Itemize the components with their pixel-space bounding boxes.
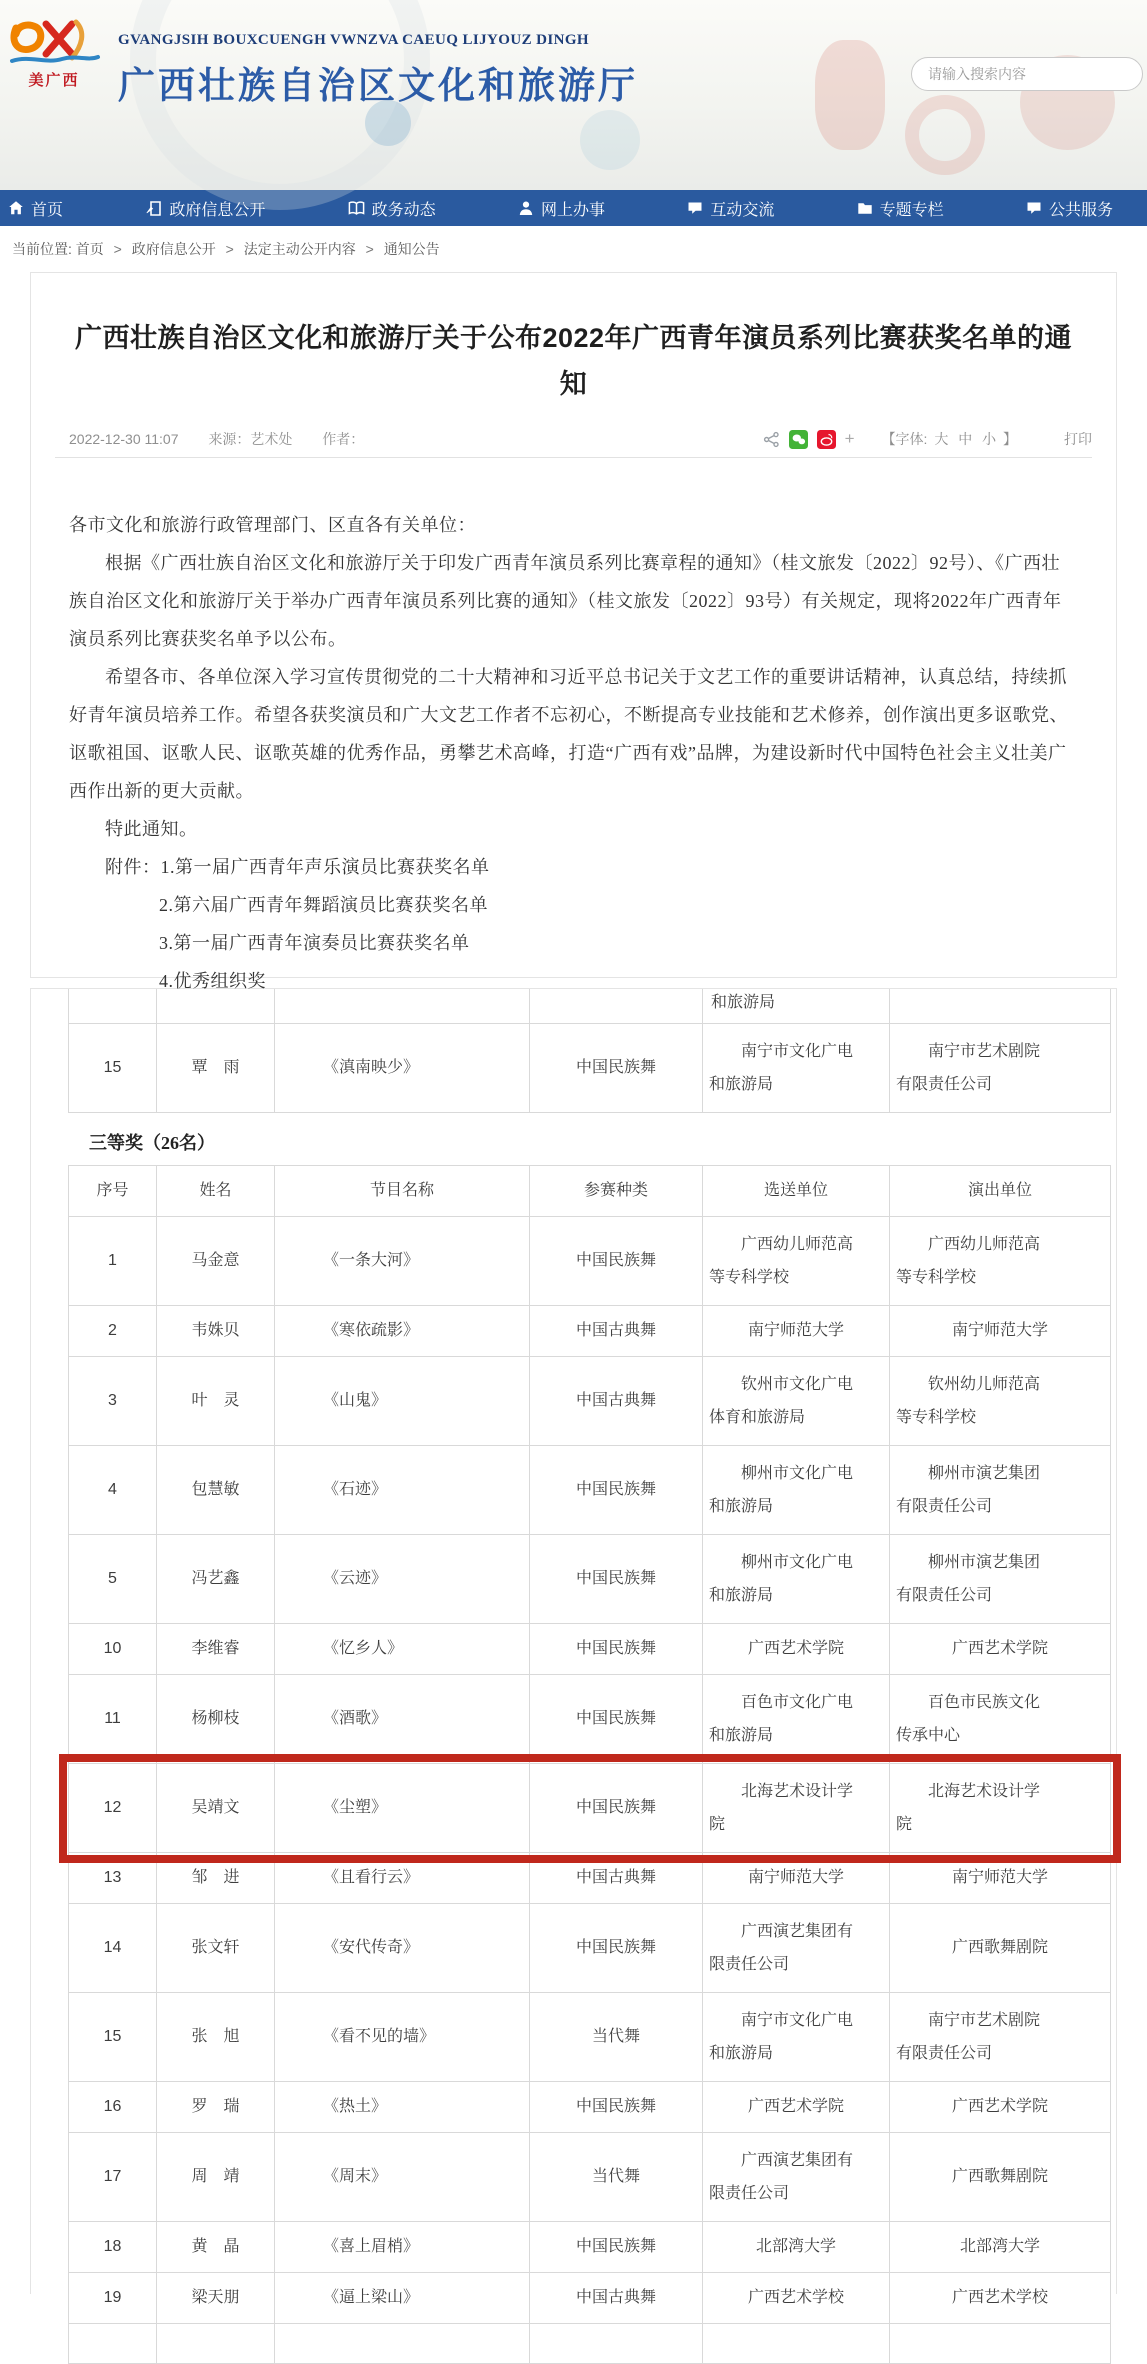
cell-program: 《酒歌》 bbox=[275, 1675, 530, 1764]
article-body bbox=[31, 506, 1116, 1000]
publish-date: 2022-12-30 11:07 bbox=[69, 431, 179, 447]
source-label: 来源：艺术处 bbox=[208, 431, 293, 447]
cell-program: 《山鬼》 bbox=[275, 1357, 530, 1446]
cell-sender: 南宁市文化广电 和旅游局 bbox=[703, 1024, 890, 1113]
cell-category: 中国民族舞 bbox=[530, 1675, 703, 1764]
red-ring-watermark bbox=[905, 95, 985, 175]
cell-no: 12 bbox=[69, 1764, 157, 1853]
paragraph: 各市文化和旅游行政管理部门、区直各有关单位： bbox=[69, 515, 476, 535]
cell-program: 《热土》 bbox=[275, 2082, 530, 2133]
table-row bbox=[69, 2324, 1111, 2364]
cell-performer: 广西艺术学校 bbox=[890, 2273, 1111, 2324]
cell-performer: 北部湾大学 bbox=[890, 2222, 1111, 2273]
cell-performer: 钦州幼儿师范高 等专科学校 bbox=[890, 1357, 1111, 1446]
cell-program: 《尘塑》 bbox=[275, 1764, 530, 1853]
article-title: 广西壮族自治区文化和旅游厅关于公布2022年广西青年演员系列比赛获奖名单的通知 bbox=[74, 323, 1073, 399]
nav-item-special-topics[interactable]: 专题专栏 bbox=[857, 197, 944, 220]
table-row bbox=[69, 1306, 1111, 1357]
cell-performer: 南宁市艺术剧院 有限责任公司 bbox=[890, 1024, 1111, 1113]
cell-name: 罗 瑞 bbox=[157, 2082, 275, 2133]
cell-performer: 南宁市艺术剧院 有限责任公司 bbox=[890, 1993, 1111, 2082]
cell-sender: 广西演艺集团有 限责任公司 bbox=[703, 2133, 890, 2222]
table-header-row bbox=[69, 1166, 1111, 1217]
open-book-icon bbox=[348, 200, 365, 217]
awards-box bbox=[30, 988, 1117, 2306]
cell-category: 中国古典舞 bbox=[530, 1853, 703, 1904]
attachment-item: 2.第六届广西青年舞蹈演员比赛获奖名单 bbox=[159, 895, 488, 915]
cell-performer bbox=[890, 989, 1111, 1024]
attachments-line bbox=[69, 848, 1078, 886]
cell-performer: 南宁师范大学 bbox=[890, 1853, 1111, 1904]
column-header: 参赛种类 bbox=[530, 1166, 703, 1217]
cell-no: 1 bbox=[69, 1217, 157, 1306]
author-label: 作者： bbox=[322, 431, 365, 447]
site-logo bbox=[4, 16, 104, 90]
nav-item-online-services[interactable]: 网上办事 bbox=[518, 197, 605, 220]
document-pen-icon bbox=[145, 200, 162, 217]
attachment-item: 4.优秀组织奖 bbox=[159, 971, 266, 991]
nav-item-interaction[interactable]: 互动交流 bbox=[687, 197, 774, 220]
cell-name: 梁天朋 bbox=[157, 2273, 275, 2324]
table-row bbox=[69, 1764, 1111, 1853]
breadcrumb-prefix: 当前位置: bbox=[12, 241, 72, 257]
cell-no: 18 bbox=[69, 2222, 157, 2273]
font-size-large[interactable]: 大 bbox=[934, 431, 949, 447]
attachment-item: 3.第一届广西青年演奏员比赛获奖名单 bbox=[159, 933, 470, 953]
cell-performer: 柳州市演艺集团 有限责任公司 bbox=[890, 1535, 1111, 1624]
site-header bbox=[0, 0, 1147, 190]
cell-performer: 广西歌舞剧院 bbox=[890, 2133, 1111, 2222]
breadcrumb-item-notices: 通知公告 bbox=[383, 241, 440, 257]
cell-sender bbox=[703, 2324, 890, 2364]
cell-no bbox=[69, 989, 157, 1024]
cell-category: 中国古典舞 bbox=[530, 2273, 703, 2324]
table-row bbox=[69, 2222, 1111, 2273]
cell-performer: 广西幼儿师范高 等专科学校 bbox=[890, 1217, 1111, 1306]
cell-name: 杨柳枝 bbox=[157, 1675, 275, 1764]
column-header: 演出单位 bbox=[890, 1166, 1111, 1217]
logo-brush-mark bbox=[6, 16, 102, 68]
column-header: 节目名称 bbox=[275, 1166, 530, 1217]
blue-dot-watermark bbox=[580, 110, 640, 170]
main-nav bbox=[0, 190, 1147, 226]
cell-program: 《滇南映少》 bbox=[275, 1024, 530, 1113]
table-row bbox=[69, 1904, 1111, 1993]
cell-program: 《一条大河》 bbox=[275, 1217, 530, 1306]
column-header: 选送单位 bbox=[703, 1166, 890, 1217]
cell-name: 马金意 bbox=[157, 1217, 275, 1306]
cell-sender: 南宁师范大学 bbox=[703, 1853, 890, 1904]
nav-item-home[interactable]: 首页 bbox=[8, 197, 63, 220]
table-row bbox=[69, 1024, 1111, 1113]
cell-sender: 钦州市文化广电 体育和旅游局 bbox=[703, 1357, 890, 1446]
cell-sender: 和旅游局 bbox=[703, 989, 890, 1024]
table-row bbox=[69, 1853, 1111, 1904]
cell-program bbox=[275, 2324, 530, 2364]
breadcrumb: 当前位置: 首页 > 政府信息公开 > 法定主动公开内容 > 通知公告 bbox=[0, 226, 1147, 272]
cell-sender: 广西艺术学院 bbox=[703, 1624, 890, 1675]
cell-no: 14 bbox=[69, 1904, 157, 1993]
table-row bbox=[69, 1624, 1111, 1675]
cell-name: 周 靖 bbox=[157, 2133, 275, 2222]
table-row bbox=[69, 1446, 1111, 1535]
table-row bbox=[69, 1217, 1111, 1306]
cell-category: 中国民族舞 bbox=[530, 1024, 703, 1113]
cell-name: 张文轩 bbox=[157, 1904, 275, 1993]
cell-sender: 柳州市文化广电 和旅游局 bbox=[703, 1446, 890, 1535]
nav-item-info-disclosure[interactable]: 政府信息公开 bbox=[145, 197, 265, 220]
cell-performer: 广西歌舞剧院 bbox=[890, 1904, 1111, 1993]
table-row bbox=[69, 1357, 1111, 1446]
cell-no: 3 bbox=[69, 1357, 157, 1446]
cell-sender: 柳州市文化广电 和旅游局 bbox=[703, 1535, 890, 1624]
cell-program: 《且看行云》 bbox=[275, 1853, 530, 1904]
cell-sender: 广西演艺集团有 限责任公司 bbox=[703, 1904, 890, 1993]
cell-category: 中国民族舞 bbox=[530, 1904, 703, 1993]
cell-no: 16 bbox=[69, 2082, 157, 2133]
cell-no: 17 bbox=[69, 2133, 157, 2222]
cell-category: 中国民族舞 bbox=[530, 2222, 703, 2273]
cell-sender: 北海艺术设计学 院 bbox=[703, 1764, 890, 1853]
cell-no: 11 bbox=[69, 1675, 157, 1764]
cell-no: 10 bbox=[69, 1624, 157, 1675]
cell-category: 中国民族舞 bbox=[530, 1764, 703, 1853]
attachment-item: 1.第一届广西青年声乐演员比赛获奖名单 bbox=[160, 857, 490, 877]
paragraph: 希望各市、各单位深入学习宣传贯彻党的二十大精神和习近平总书记关于文艺工作的重要讲话精神，认真总结，持续抓好青年演员培养工作。希望各获奖演员和广大文艺工作者不忘初心，不断提高专业技能和艺术修养，创作演出更多讴歌党、讴歌祖国、讴歌人民、讴歌英雄的优秀作品，勇攀艺术高峰，打造“广西有戏”品牌，为建设新时代中国特色社会主义壮美广西作出新的更大贡献。 bbox=[69, 667, 1068, 801]
meta-divider bbox=[55, 457, 1092, 458]
breadcrumb-item-statutory[interactable]: 法定主动公开内容 bbox=[243, 241, 356, 257]
cell-category: 中国民族舞 bbox=[530, 2082, 703, 2133]
cell-sender: 广西艺术学院 bbox=[703, 2082, 890, 2133]
cell-no: 15 bbox=[69, 1024, 157, 1113]
font-size-small[interactable]: 小 bbox=[982, 431, 997, 447]
font-size-selector: 【字体: 大 中 小 】 bbox=[881, 431, 1017, 447]
cell-category: 中国民族舞 bbox=[530, 1624, 703, 1675]
cell-no: 4 bbox=[69, 1446, 157, 1535]
logo-slogan: 美广西 bbox=[28, 73, 80, 89]
person-icon bbox=[518, 200, 534, 216]
folder-icon bbox=[857, 200, 873, 216]
nav-item-gov-news[interactable]: 政务动态 bbox=[348, 197, 436, 220]
cell-program bbox=[275, 989, 530, 1024]
cell-performer: 广西艺术学院 bbox=[890, 1624, 1111, 1675]
red-figure-watermark bbox=[815, 40, 885, 150]
cell-sender: 南宁师范大学 bbox=[703, 1306, 890, 1357]
cell-program: 《看不见的墙》 bbox=[275, 1993, 530, 2082]
print-button[interactable]: 打印 bbox=[1064, 431, 1092, 447]
cell-name: 叶 灵 bbox=[157, 1357, 275, 1446]
paragraph: 特此通知。 bbox=[105, 819, 198, 839]
second-prize-table bbox=[68, 989, 1111, 1113]
cell-name: 黄 晶 bbox=[157, 2222, 275, 2273]
cell-performer: 北海艺术设计学 院 bbox=[890, 1764, 1111, 1853]
attachments-label: 附件： bbox=[105, 857, 161, 877]
home-icon bbox=[8, 200, 24, 216]
cell-no bbox=[69, 2324, 157, 2364]
font-size-medium[interactable]: 中 bbox=[958, 431, 973, 447]
table-row bbox=[69, 2273, 1111, 2324]
article-meta bbox=[31, 429, 1116, 449]
cell-category bbox=[530, 2324, 703, 2364]
nav-item-public-services[interactable]: 公共服务 bbox=[1026, 197, 1113, 220]
cell-name: 韦姝贝 bbox=[157, 1306, 275, 1357]
cell-name bbox=[157, 2324, 275, 2364]
cell-category: 中国民族舞 bbox=[530, 1217, 703, 1306]
cell-name: 冯艺鑫 bbox=[157, 1535, 275, 1624]
table-row bbox=[69, 1535, 1111, 1624]
more-share-icon[interactable]: + bbox=[844, 429, 855, 448]
cell-performer: 百色市民族文化 传承中心 bbox=[890, 1675, 1111, 1764]
breadcrumb-item-home[interactable]: 首页 bbox=[75, 241, 104, 257]
column-header: 姓名 bbox=[157, 1166, 275, 1217]
cell-sender: 广西幼儿师范高 等专科学校 bbox=[703, 1217, 890, 1306]
cell-sender: 百色市文化广电 和旅游局 bbox=[703, 1675, 890, 1764]
cell-performer: 柳州市演艺集团 有限责任公司 bbox=[890, 1446, 1111, 1535]
table-row bbox=[69, 1675, 1111, 1764]
cell-performer: 广西艺术学院 bbox=[890, 2082, 1111, 2133]
cell-category: 中国古典舞 bbox=[530, 1306, 703, 1357]
weibo-icon[interactable] bbox=[817, 430, 836, 449]
cell-category bbox=[530, 989, 703, 1024]
site-name: 广西壮族自治区文化和旅游厅 bbox=[118, 65, 638, 106]
search-input[interactable] bbox=[911, 57, 1143, 91]
breadcrumb-item-info[interactable]: 政府信息公开 bbox=[131, 241, 216, 257]
table-row bbox=[69, 2082, 1111, 2133]
cell-program: 《喜上眉梢》 bbox=[275, 2222, 530, 2273]
cell-program: 《周末》 bbox=[275, 2133, 530, 2222]
paragraph: 根据《广西壮族自治区文化和旅游厅关于印发广西青年演员系列比赛章程的通知》（桂文旅发〔2022〕92号）、《广西壮族自治区文化和旅游厅关于举办广西青年演员系列比赛的通知》（桂文旅发〔2022〕93号）有关规定，现将2022年广西青年演员系列比赛获奖名单予以公布。 bbox=[69, 553, 1062, 649]
cell-sender: 广西艺术学校 bbox=[703, 2273, 890, 2324]
column-header: 序号 bbox=[69, 1166, 157, 1217]
cell-category: 当代舞 bbox=[530, 1993, 703, 2082]
cell-no: 13 bbox=[69, 1853, 157, 1904]
cell-no: 15 bbox=[69, 1993, 157, 2082]
cell-sender: 南宁市文化广电 和旅游局 bbox=[703, 1993, 890, 2082]
cell-no: 5 bbox=[69, 1535, 157, 1624]
cell-name: 李维睿 bbox=[157, 1624, 275, 1675]
site-name-zhuang: GVANGJSIH BOUXCUENGH VWNZVA CAEUQ LIJYOUZ DINGH bbox=[118, 32, 589, 48]
article-box bbox=[30, 272, 1117, 991]
cell-category: 中国民族舞 bbox=[530, 1446, 703, 1535]
cell-category: 中国古典舞 bbox=[530, 1357, 703, 1446]
cell-program: 《安代传奇》 bbox=[275, 1904, 530, 1993]
cell-name: 覃 雨 bbox=[157, 1024, 275, 1113]
share-icon[interactable] bbox=[763, 431, 780, 448]
cell-sender: 北部湾大学 bbox=[703, 2222, 890, 2273]
third-prize-section-title: 三等奖（26名） bbox=[89, 1133, 215, 1153]
cell-name: 包慧敏 bbox=[157, 1446, 275, 1535]
cell-no: 2 bbox=[69, 1306, 157, 1357]
chat-bubble-icon bbox=[1026, 200, 1042, 216]
cell-category: 当代舞 bbox=[530, 2133, 703, 2222]
table-row bbox=[69, 1993, 1111, 2082]
wechat-icon[interactable] bbox=[789, 430, 808, 449]
cell-program: 《逼上梁山》 bbox=[275, 2273, 530, 2324]
chat-bubble-icon bbox=[687, 200, 703, 216]
cell-name: 张 旭 bbox=[157, 1993, 275, 2082]
cell-program: 《忆乡人》 bbox=[275, 1624, 530, 1675]
cell-name: 邹 进 bbox=[157, 1853, 275, 1904]
table-row bbox=[69, 2133, 1111, 2222]
third-prize-table bbox=[68, 1165, 1111, 2364]
cell-performer: 南宁师范大学 bbox=[890, 1306, 1111, 1357]
cell-program: 《寒依疏影》 bbox=[275, 1306, 530, 1357]
cell-no: 19 bbox=[69, 2273, 157, 2324]
cell-category: 中国民族舞 bbox=[530, 1535, 703, 1624]
cell-program: 《石迹》 bbox=[275, 1446, 530, 1535]
cell-program: 《云迹》 bbox=[275, 1535, 530, 1624]
cell-name: 吴靖文 bbox=[157, 1764, 275, 1853]
cell-performer bbox=[890, 2324, 1111, 2364]
